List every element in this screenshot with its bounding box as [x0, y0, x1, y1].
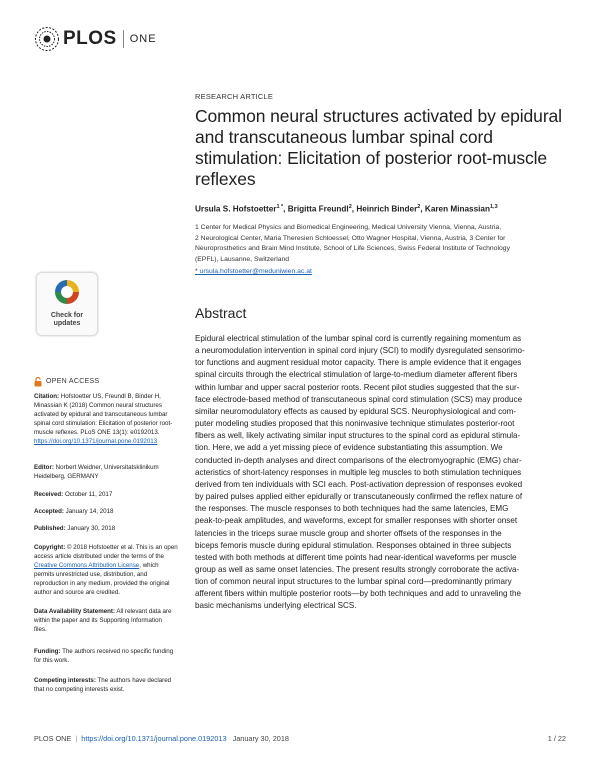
affiliation-line: (EPFL), Lausanne, Switzerland — [195, 255, 290, 263]
abstract-heading: Abstract — [195, 305, 247, 321]
abstract-line: a neuromodulation intervention in spinal cord injury (SCI) to modify dysregulated sensorimo- — [195, 346, 525, 356]
affiliation-line: 2 Neurological Center, Maria Theresien Schloessel, Otto Wagner Hospital, Vienna, Austria, 3 Center for — [195, 234, 506, 242]
abstract-line: the responses. The muscle responses to both techniques had the same latencies, EMG — [195, 504, 509, 514]
received-date: Received: October 11, 2017 — [34, 491, 113, 498]
affiliations — [195, 223, 565, 265]
abstract-line: puter modeling studies proposed that this noninvasive technique stimulates posterior-root — [195, 419, 515, 429]
citation-block: Citation: Hofstoetter US, Freundl B, Binder H, Minassian K (2018) Common neural structures activated by epidural and transcutaneous lumbar spinal cord stimulation: Elicitation of posterior root- muscle reflexes. PLoS ONE 13(1): e0192013. https://doi.org/10.1371/journal.pone.0192013 — [34, 393, 173, 446]
abstract-line: biceps femoris muscle during epidural stimulation. Responses obtained in three subjects — [195, 540, 512, 550]
email-marker: * — [195, 268, 198, 275]
author: Karen Minassian — [424, 204, 490, 214]
abstract-line: peak-to-peak amplitudes, and waveforms, except for smaller responses with shorter onset — [195, 516, 518, 526]
email-link[interactable]: ursula.hofstoetter@meduniwien.ac.at — [199, 268, 312, 275]
funding-block: Funding: The authors received no specific funding for this work. — [34, 648, 174, 665]
editor-block: Editor: Norbert Weidner, Universitatsklinikum Heidelberg, GERMANY — [34, 464, 159, 481]
copyright-block: Copyright: © 2018 Hofstoetter et al. This is an open access article distributed under the terms of the Creative Commons Attribution License, which permits unrestricted use, distribution, and reproduction in any medium, provided the original author and source are credited. — [34, 544, 178, 597]
abstract-line: afferent fibers within multiple posterior roots—by both techniques and add to unraveling the — [195, 589, 522, 599]
abstract-line: spinal circuits through the electrical stimulation of large-to-medium diameter afferent fibers — [195, 370, 518, 380]
published-date: Published: January 30, 2018 — [34, 525, 116, 532]
competing-interests-block: Competing interests: The authors have declared that no competing interests exist. — [34, 677, 172, 694]
footer-journal: PLOS ONE — [34, 734, 72, 743]
abstract-line: derived from ten individuals with SCI each. Post-activation depression of responses evoked — [195, 479, 523, 489]
article-type: RESEARCH ARTICLE — [195, 92, 274, 101]
footer-doi-link[interactable]: https://doi.org/10.1371/journal.pone.0192013 — [81, 734, 227, 743]
abstract-line: latencies in the triceps surae muscle group and shorter offsets of the responses in the — [195, 528, 502, 538]
affiliation-line: 1 Center for Medical Physics and Biomedical Engineering, Medical University Vienna, Vienna, Austria, — [195, 224, 502, 231]
abstract-line: similar neuromodulatory effects as caused by epidural SCS. Neurophysiological and com- — [195, 406, 517, 416]
abstract-line: fibers as well, likely activating similar input structures to the spinal cord as epidural stimula- — [195, 431, 521, 441]
citation-doi-link[interactable]: https://doi.org/10.1371/journal.pone.0192013 — [34, 438, 158, 446]
abstract-line: group as well as same onset latencies. The present results strongly corroborate the activa- — [195, 564, 520, 574]
author: Brigitta Freundl — [287, 204, 349, 214]
check-for-updates-badge[interactable] — [36, 272, 98, 336]
accepted-date: Accepted: January 14, 2018 — [34, 508, 114, 515]
page-number: 1 / 22 — [547, 734, 566, 743]
journal-name: ONE — [129, 33, 157, 45]
author: Heinrich Binder — [356, 204, 418, 214]
corresponding-email[interactable] — [195, 268, 565, 275]
abstract-line: tion. Here, we add a yet missing piece of evidence substantiating this assumption. We — [195, 443, 503, 453]
abstract-line: face electrode-based method of transcutaneous spinal cord stimulation (SCS) may produce — [195, 394, 523, 404]
abstract-line: tested with both methods at different time points had near-identical waveforms per muscle — [195, 552, 517, 562]
affiliation-line: Neuroprosthetics and Brain Mind Institute, School of Life Sciences, Swiss Federal Institute of Technology — [195, 245, 510, 253]
plos-rings-icon — [34, 26, 60, 52]
open-access: OPEN ACCESS — [34, 377, 182, 387]
author: Ursula S. Hofstoetter — [195, 204, 277, 214]
brand-name: PLOS — [63, 28, 117, 49]
check-updates-icon — [52, 277, 82, 307]
plos-logo — [34, 26, 157, 52]
page-footer — [34, 734, 566, 743]
abstract-line: tor functions and augment residual motor capacity. There is ample evidence that it engages — [195, 358, 522, 368]
open-lock-icon — [34, 377, 42, 387]
abstract-line: tion of common neural input structures to the lumbar spinal cord—predominantly primary — [195, 577, 512, 587]
check-updates-label: Check for updates — [50, 312, 84, 327]
abstract-line: Epidural electrical stimulation of the lumbar spinal cord is currently regaining momentum as — [195, 334, 522, 343]
abstract-line: by paired pulses applied either epidurally or transcutaneously confirmed the reflex nature of — [195, 492, 523, 502]
license-link[interactable]: Creative Commons Attribution License — [34, 562, 140, 570]
abstract-body — [195, 333, 565, 613]
abstract-line: conducted in-depth analyses and direct comparisons of the electromyographic (EMG) char- — [195, 455, 522, 465]
abstract-line: basic mechanisms underlying electrical SCS. — [195, 601, 357, 611]
footer-date: January 30, 2018 — [232, 734, 289, 743]
article-title: Common neural structures activated by epidural and transcutaneous lumbar spinal cord stimulation: Elicitation of posterior root-muscle reflexes — [195, 106, 562, 189]
logo-divider — [123, 30, 124, 48]
data-availability-block: Data Availability Statement: All relevant data are within the paper and its Supporting Information files. — [34, 608, 172, 634]
footer-left: PLOS ONE | https://doi.org/10.1371/journal.pone.0192013 January 30, 2018 — [34, 734, 289, 743]
author-list: Ursula S. Hofstoetter$^{1 *}$, Brigitta Freundl$^2$, Heinrich Binder$^2$, Karen Minassian$^{1,3}$ — [195, 204, 498, 214]
abstract-line: acteristics of short-latency responses in multiple leg muscles to both stimulation techniques — [195, 467, 522, 477]
abstract-line: within lumbar and upper sacral posterior roots. Recent pilot studies suggested that the sur- — [195, 382, 520, 392]
